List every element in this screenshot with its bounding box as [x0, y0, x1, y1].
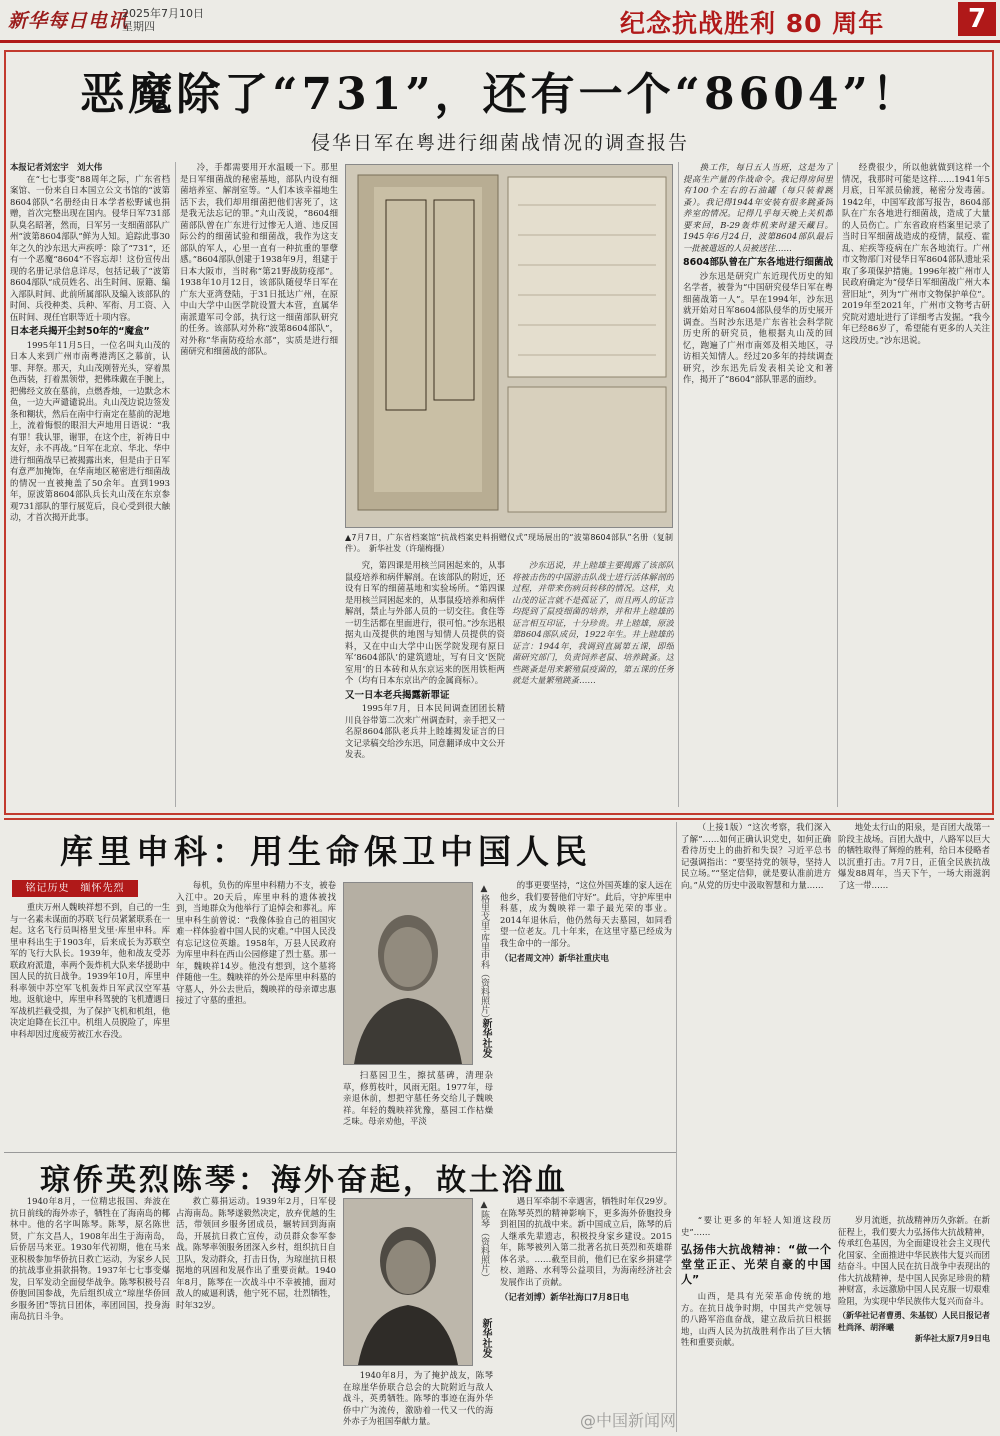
masthead-logo: 新华每日电讯 [8, 10, 129, 32]
article-column-5 [683, 162, 833, 807]
paragraph: 1940年8月，一位精忠报国、奔波在抗日前线的海外赤子，牺牲在了海南岛的椰林中。他的名字叫陈琴。陈琴，原名陈世贤，广东文昌人，1908年出生于海南岛，后侨居马来亚。1930年代初期，他在马来亚积极参加华侨抗日救亡运动，为家乡人民的抗战事业捐款捐物。1937年七七事变爆发，日军发动全面侵华战争。陈琴积极号召侨胞回国参战，先后组织成立“琼崖华侨回乡服务团”等抗日团体，率团回国，投身海南岛抗日斗争。 [10, 1196, 170, 1321]
section-subheading: 又一日本老兵揭露新罪证 [345, 689, 450, 701]
paragraph: 究，第四课是用核兰同困起来的，从事鼠疫培养和病伴解剖。在该部队的附近，还设有日军的细菌基地和实验场所。“第四课是用核兰同困起来的，从事鼠疫培养和病伴解剖，禁止与外部人员的一切交往。食住等一切生活都在里面进行，很可怕。”沙东迅根据丸山茂提供的地图与知情人员提供的资料，又在中山大学中山医学院发现有原日军‘8604部队’的建筑遗址，写有日文‘医院室用’的日本砖和从东京运来的医用铁柜两个（均有日本东京出产的金属商标）。 [345, 560, 505, 685]
header-rule [0, 40, 1000, 43]
paragraph: 冷，手都需要用开水温暖一下。那里是日军细菌战的秘密基地，部队内设有细菌培养室、解剖室等。“人们本该幸福地生活下去，我们却用细菌把他们害死了，这是我无法忘记的罪。”丸山茂说，“8604细菌部队曾在广东进行过惨无人道、违反国际公约的细菌试验和细菌战，我作为这支部队的军人，心里一直有一种抗重的罪孽感。”8604部队创建于1938年9月，组建于日本大阪市，当时称“第21野战防疫部”。1938年10月12日，该部队随侵华日军在广东大亚湾登陆，于31日抵达广州，在原中山大学中山医学院设置大本营，直属华南派遣军司令部，执行这一细菌部队研究的任务。该部队对外称“波第8604部队”，对外称“华南防疫给水部”，实质是进行细菌研究和细菌战的部队。 [180, 162, 338, 356]
paragraph: 地处太行山的阳泉，是百团大战第一阶段主战场。百团大战中，八路军以巨大的牺牲取得了辉煌的胜利，给日本侵略者以沉重打击。7月7日，正值全民族抗战爆发88周年，当天下午，一场大雨滋润了这一带…… [838, 822, 990, 890]
paragraph: 1995年7月，日本民间调查团团长精川良谷带第二次来广州调查时，亲手把又一名原8604部队老兵井上睦雄揭发证言的日文记录稿交给沙东迅，同意翻译成中文公开发表。 [345, 703, 505, 759]
column-divider [175, 162, 176, 807]
archive-book-illustration [346, 165, 672, 527]
paragraph: 沙东迅说，井上睦雄主要揭露了该部队将被击伤的中国游击队战士进行活体解剖的过程，并带来伤病员转移的情况。这样，丸山茂的证言就不是孤证了，而且两人的证言均提到了鼠疫细菌的培养，并和井上睦雄的证言相互印证，十分珍贵。井上睦雄，原波第8604部队成员，1922年生。井上睦雄的证言：1944年，我调到直属第五课，即细菌研究部门，负责饲养老鼠、培养跳蚤。这些跳蚤是用来繁殖鼠疫菌的，第五课的任务就是大量繁殖跳蚤…… [512, 560, 674, 685]
section-subheading: 日本老兵揭开尘封50年的“魔盒” [10, 326, 150, 337]
article-column-5 [681, 1215, 831, 1432]
article-column-6 [838, 1215, 990, 1432]
dateline: （记者周文冲）新华社重庆电 [500, 953, 609, 963]
paragraph: 1940年8月，为了掩护战友，陈琴在琼崖华侨联合总会的大院附近与敌人战斗，英勇牺牲。陈琴的事迹在海外华侨中广为流传，激励着一代又一代的海外赤子为祖国奉献力量。 [343, 1370, 493, 1426]
article-column-2 [176, 1196, 336, 1432]
column-tag: 铭记历史 缅怀先烈 [12, 880, 138, 897]
paragraph: “要让更多的年轻人知道这段历史”…… [681, 1215, 831, 1237]
paragraph: 换工作，每日五人当班，这是为了提高生产量的作战命令。我记得房间里有100个左右的石油罐（每只装着跳蚤）。我记得1944年安装有很多跳蚤饲养室的情况。记得几乎每天晚上关机都要来回，B-29轰炸机来时建天藏目。1945年6月24日，波第8604部队最后一批被遣返的人员被送往…… [683, 162, 833, 253]
article-column-1 [10, 162, 170, 807]
paragraph: 扫墓园卫生，擦拭墓碑，清理杂草，修剪枝叶，风雨无阻。1977年，母亲退休前，想把守墓任务交给儿子魏映祥。年轻的魏映祥犹豫，墓园工作枯燥乏味。母亲劝他，平淡 [343, 1070, 493, 1126]
article-subheadline: 侵华日军在粤进行细菌战情况的调查报告 [310, 132, 689, 154]
issue-weekday: 星期四 [122, 20, 155, 33]
paragraph: 山西，是具有光荣革命传统的地方。在抗日战争时期，中国共产党领导的八路军浴血奋战，建立敌后抗日根据地，山西人民为抗战胜利作出了巨大牺牲和重要贡献。 [681, 1291, 831, 1347]
article-column-3 [345, 560, 505, 807]
portrait-illustration [344, 1199, 472, 1365]
article-column-4 [500, 1196, 672, 1432]
paragraph: 经费很少，所以他就做到这样一个情况，我那时可能是这样……1941年5月底，日军派员偷渡，秘密分发毒菌。1942年，中国军政部写报告，8604部队在广东各地进行细菌战，造成了大量的人员伤亡。广东省政府档案里记录了当时日军细菌战造成的疫情，鼠疫、霍乱、疟疾等疫病在广东各地流行。广州市文物部门对侵华日军8604部队遗址采取了多项保护措施。1996年被广州市人民政府确定为“侵华日军细菌战广州大本营旧址”，列为“广州市文物保护单位”。2019年至2021年，广州市文物考古研究院对遗址进行了详细考古发掘。“我今年已经86岁了，希望能有更多的人关注这段历史。”沙东迅说。 [842, 162, 990, 345]
paragraph: 沙东迅是研究广东近现代历史的知名学者，被誉为“中国研究侵华日军在粤细菌战第一人”。早在1994年，沙东迅就开始对日军8604部队侵华的历史展开调查。当时沙东迅是广东省社会科学院历史所的研究员，他根据丸山茂的回忆，跑遍了广州市南郊及相关地区，寻访相关知情人。经过20多年的持续调查研究，沙东迅先后发表相关论文和著作，揭开了“8604”部队罪恶的面纱。 [683, 270, 833, 384]
paragraph: 重庆万州人魏映祥想不到，自己的一生与一名素未谋面的苏联飞行员紧紧联系在一起。这名飞行员叫格里戈里·库里申科。库里申科出生于1903年，后来成长为苏联空军的飞行大队长。1939年，他和战友受苏联政府派遣，率两个轰炸机大队来华援助中国人民的抗日战争。1939年10月，库里申科率领中苏空军飞机轰炸日军武汉空军基地。返航途中，库里申科驾驶的飞机遭遇日军战机拦截受损，为了保护飞机和机组，他决定迫降在长江中。机组人员脱险了，库里申科却因过度疲劳被江水吞没。 [10, 902, 170, 1039]
article-column-5 [681, 822, 831, 1210]
masthead-date [122, 7, 204, 33]
article-headline: 琼侨英烈陈琴：海外奋起，故土浴血 [40, 1155, 574, 1199]
byline: 本报记者刘宏宇 刘大伟 [10, 162, 103, 172]
section-title: 纪念抗战胜利 80 周年 [620, 9, 885, 38]
paragraph: 岁月流逝，抗战精神历久弥新。在新征程上，我们要大力弘扬伟大抗战精神，传承红色基因，为全面建设社会主义现代化国家、全面推进中华民族伟大复兴而团结奋斗。中国人民在抗日战争中表现出的伟大抗战精神，是中国人民弥足珍贵的精神财富，永远激励中国人民克服一切艰难险阻，为实现中华民族伟大复兴而奋斗。 [838, 1215, 990, 1306]
paragraph: 救亡募捐运动。1939年2月，日军侵占海南岛。陈琴遂毅然决定，放弃优越的生活，带领回乡服务团成员，辗转回到海南岛，开展抗日救亡宣传，动员群众参军参战。陈琴率领服务团深入乡村，组织抗日自卫队，发动群众，打击日伪，为琼崖抗日根据地的巩固和发展作出了重要贡献。1940年8月，陈琴在一次战斗中不幸被捕，面对敌人的威逼利诱，他宁死不屈，壮烈牺牲，时年32岁。 [176, 1196, 336, 1310]
article-headline: 恶魔除了“731”，还有一个“8604”！ [80, 69, 920, 120]
photo-source: 新华社发 [480, 1018, 491, 1058]
article-column-4 [512, 560, 674, 807]
paragraph: 的事更要坚持，“这位外国英雄的家人远在他乡，我们要替他们守好”。此后，守护库里申科墓，成为魏映祥一辈子最光荣的事业。2014年退休后，他仍然每天去墓园，如同看望一位老友。几十年来，在这里守墓已经成为我生命中的一部分。 [500, 880, 672, 948]
section-divider [4, 1152, 676, 1153]
column-divider [678, 162, 679, 807]
article-column-3 [343, 1370, 493, 1432]
issue-date: 2025年7月10日 [122, 7, 204, 20]
article-column-6 [838, 822, 990, 1210]
photo-caption: ▲陈琴（资料照片） [479, 1200, 489, 1282]
watermark: @中国新闻网 [580, 1411, 677, 1430]
section-divider [4, 818, 994, 820]
article-headline: 库里申科：用生命保卫中国人民 [60, 832, 592, 871]
photo-source: 新华社发 [480, 1318, 491, 1358]
portrait-illustration [344, 883, 472, 1064]
paragraph: 遇日军牵制不幸遇害，牺牲时年仅29岁。在陈琴英烈的精神影响下，更多海外侨胞投身到祖国的抗战中来。新中国成立后，陈琴的后人继承先辈遗志，积极投身家乡建设。2015年，陈琴被列入第二批著名抗日英烈和英雄群体名录。……截至目前，他们已在家乡捐建学校、道路、水利等公益项目，为海南经济社会发展作出了贡献。 [500, 1196, 672, 1287]
paragraph: 在“七七事变”88周年之际，广东省档案馆、一份来自日本国立公文书馆的“波第8604部队”名册经由日本学者松野诚也捐赠，首次完整出现在国内。侵华日军731部队臭名昭著，然而，日军另一支细菌部队广州“波第8604部队”鲜为人知。追踪此事30年之久的沙东迅大声疾呼：除了“731”，还有一个恶魔“8604”不容忘却！这份宣传出现的名册记录信息详尽，包括记载了“波第8604部队”成员姓名、出生时间、原籍、编入部队时间、此前所属部队及编入该部队的时间、兵役种类、兵种、军衔、月工资、入伍时间、现任官职等近十项内容。 [10, 173, 170, 322]
archive-photo [345, 164, 673, 528]
article-column-1 [10, 1196, 170, 1432]
portrait-photo [343, 1198, 473, 1366]
column-divider [676, 822, 677, 1432]
portrait-photo [343, 882, 473, 1065]
photo-caption: ▲7月7日，广东省档案馆“抗战档案史料捐赠仪式”现场展出的“波第8604部队”名册（复制件）。 新华社发（许瑞梅摄） [345, 533, 673, 553]
photo-caption: ▲格里戈里·库里申科（资料照片） [479, 884, 489, 1023]
page-number: 7 [958, 2, 996, 36]
paragraph: （上接1版）“这次考察，我们深入了解”……如何正确认识党史，如何正确看待历史上的曲折和失误？习近平总书记强调指出：“要坚持党的领导，坚持人民立场。”“坚定信仰，就是要认准前进方向。”从党的历史中汲取智慧和力量…… [681, 822, 831, 890]
page-header [0, 0, 1000, 40]
paragraph: 1995年11月5日，一位名叫丸山茂的日本人来到广州市南粤港湾区之慕前，认罪、拜祭。那天，丸山茂刚替光头，穿着黑色西装，打着黑领带，把佛珠戴在手腕上，把佛经文放在墓前，点燃香烛，一边默念木鱼，一边大声谴谴说出。丸山茂边说边签发条和糊状，然后在南中行南定在墓前的泥地上，流着悔恨的眼泪大声地用日语说：“我有罪！我认罪，谢罪，在这个庄，祈祷日中友好，永不再战。”日军在北京、华北、华中进行细菌战早已被揭露出来，但是由于日军有意严加掩饰，在华南地区秘密进行细菌战的情况一直被掩盖了50余年。直到1993年，原波第8604部队兵长丸山茂在东京参观731部队的罪行展览后，良心受到很大触动，才首次揭开此事。 [10, 339, 170, 522]
paragraph: 每机，负伤的库里申科精力不支，被卷入江中。20天后，库里申科的遗体被找到，当地群众为他举行了追悼会和葬礼。库里申科生前曾说：“我像体验自己的祖国灾难一样体验着中国人民的灾难。”中国人民没有忘记这位英雄。1958年，万县人民政府为库里申科在西山公园修建了烈士墓。那一年，魏映祥14岁。他没有想到，这个墓将伴随他一生。魏映祥的外公是库里申科墓的守墓人，外公去世后，魏映祥的母亲谭忠惠接过了守墓的重担。 [176, 880, 336, 1005]
article-column-2 [180, 162, 338, 807]
column-divider [837, 162, 838, 807]
section-subheading: 8604部队曾在广东各地进行细菌战 [683, 257, 833, 268]
dateline: 新华社太原7月9日电 [914, 1334, 990, 1343]
section-subheading: 弘扬伟大抗战精神：“做一个堂堂正正、光荣自豪的中国人” [681, 1243, 831, 1286]
article-column-6 [842, 162, 990, 807]
dateline: （记者刘博）新华社海口7月8日电 [500, 1292, 629, 1302]
credit-line: （新华社记者曹勇、朱基钗）人民日报记者杜尚泽、胡泽曦 [838, 1311, 990, 1332]
